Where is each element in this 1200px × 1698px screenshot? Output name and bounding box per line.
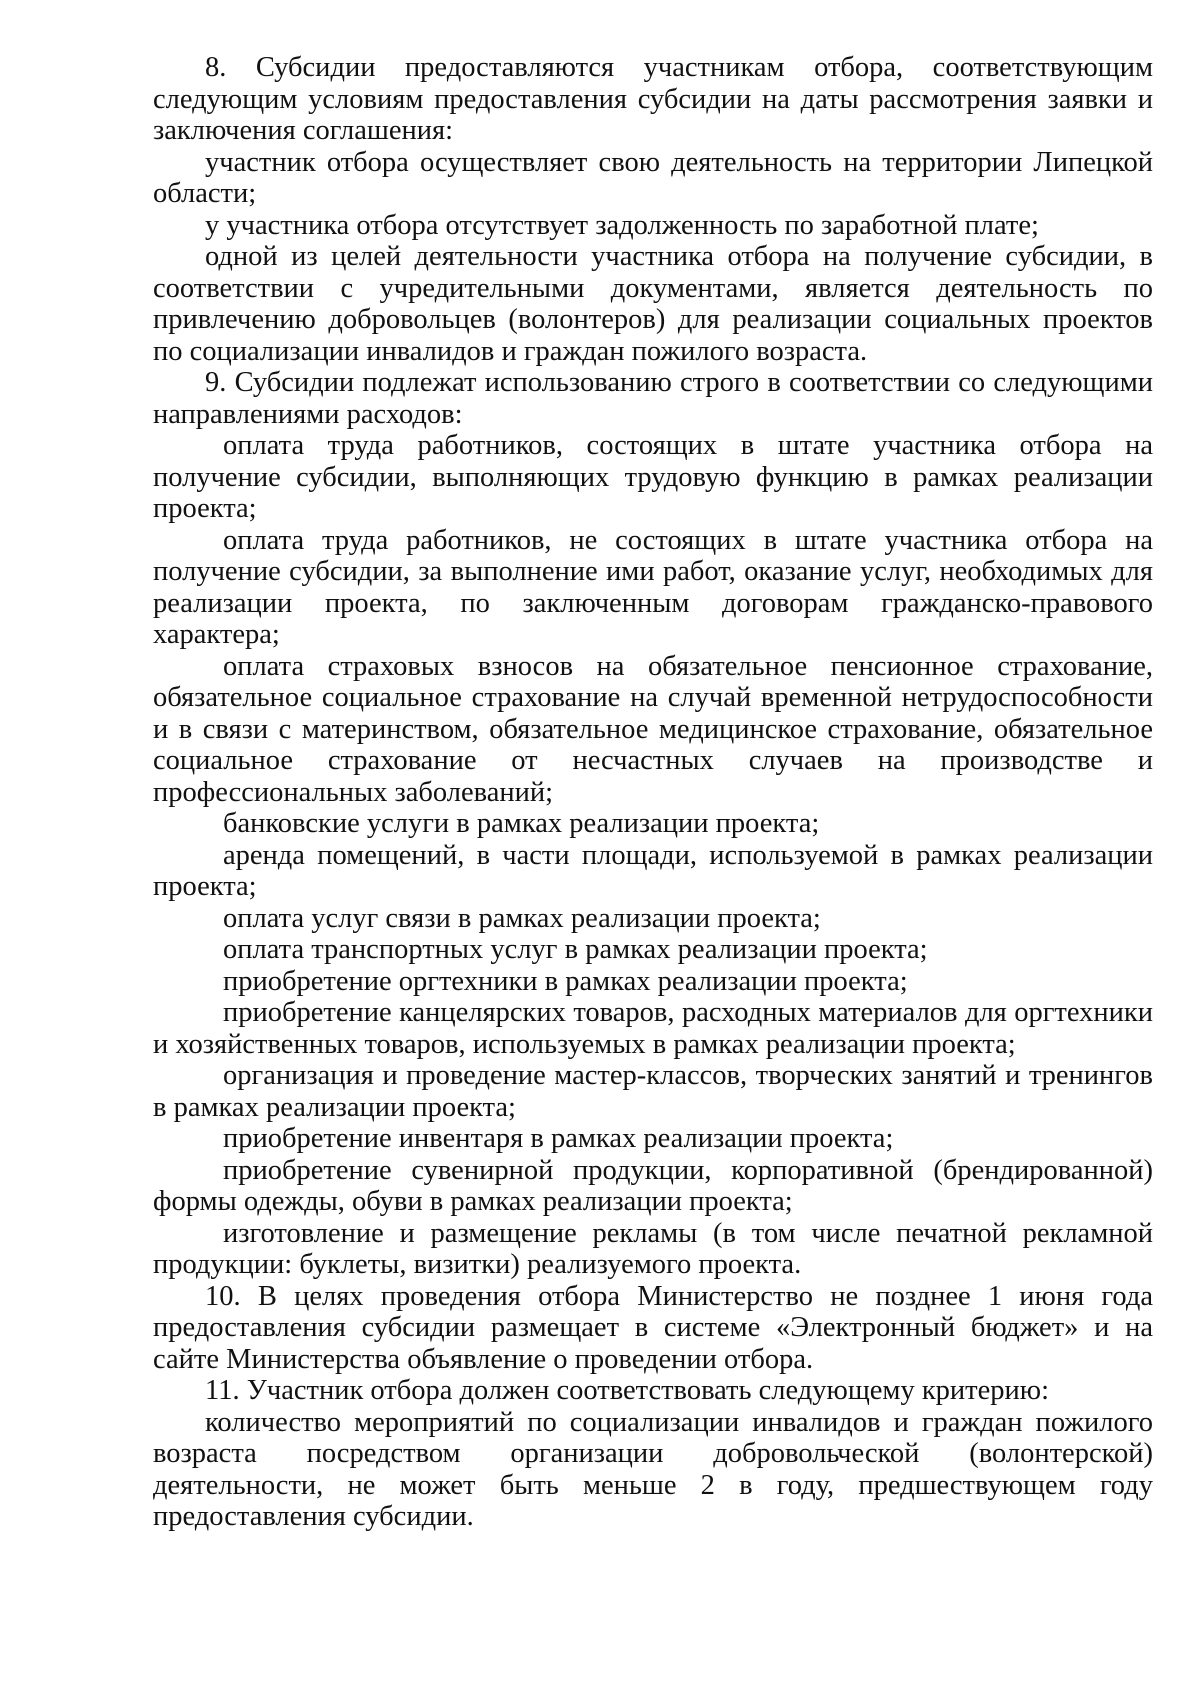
paragraph-expense-advertising: изготовление и размещение рекламы (в том числе печатной рекламной продукции: буклеты, визитки) реализуемого проекта. bbox=[153, 1217, 1153, 1280]
paragraph-expense-souvenirs: приобретение сувенирной продукции, корпоративной (брендированной) формы одежды, обуви в рамках реализации проекта; bbox=[153, 1154, 1153, 1217]
paragraph-criterion: количество мероприятий по социализации инвалидов и граждан пожилого возраста посредством организации добровольческой (волонтерской) деятельности, не может быть меньше 2 в году, предшествующем году предоставления субсидии. bbox=[153, 1406, 1153, 1532]
paragraph-8: 8. Субсидии предоставляются участникам отбора, соответствующим следующим условиям предоставления субсидии на даты рассмотрения заявки и заключения соглашения: bbox=[153, 52, 1153, 146]
paragraph-expense-supplies: приобретение канцелярских товаров, расходных материалов для оргтехники и хозяйственных товаров, используемых в рамках реализации проекта; bbox=[153, 997, 1153, 1060]
paragraph-expense-inventory: приобретение инвентаря в рамках реализации проекта; bbox=[223, 1123, 894, 1154]
paragraph-condition-goals: одной из целей деятельности участника отбора на получение субсидии, в соответствии с учредительными документами, является деятельность по привлечению добровольцев (волонтеров) для реализации социальных проектов по социализации инвалидов и граждан пожилого возраста. bbox=[153, 241, 1153, 367]
paragraph-expense-banking: банковские услуги в рамках реализации проекта; bbox=[223, 808, 820, 839]
paragraph-10: 10. В целях проведения отбора Министерство не позднее 1 июня года предоставления субсидии размещает в системе «Электронный бюджет» и на сайте Министерства объявление о проведении отбора. bbox=[153, 1280, 1153, 1375]
paragraph-expense-contract-pay: оплата труда работников, не состоящих в штате участника отбора на получение субсидии, за выполнение ими работ, оказание услуг, необходимых для реализации проекта, по заключенным договорам гражданско-правового характера; bbox=[153, 524, 1153, 650]
paragraph-expense-office-equipment: приобретение оргтехники в рамках реализации проекта; bbox=[223, 965, 908, 997]
paragraph-expense-insurance: оплата страховых взносов на обязательное пенсионное страхование, обязательное социальное страхование на случай временной нетрудоспособности и в связи с материнством, обязательное медицинское страхование, обязательное социальное страхование от несчастных случаев на производстве и профессиональных заболеваний; bbox=[153, 650, 1153, 808]
paragraph-condition-territory: участник отбора осуществляет свою деятельность на территории Липецкой области; bbox=[153, 146, 1153, 209]
paragraph-11: 11. Участник отбора должен соответствовать следующему критерию: bbox=[205, 1375, 1049, 1406]
paragraph-expense-staff-pay: оплата труда работников, состоящих в штате участника отбора на получение субсидии, выполняющих трудовую функцию в рамках реализации проекта; bbox=[153, 430, 1153, 524]
paragraph-expense-transport: оплата транспортных услуг в рамках реализации проекта; bbox=[223, 934, 928, 965]
paragraph-9: 9. Субсидии подлежат использованию строго в соответствии со следующими направлениями расходов: bbox=[153, 367, 1153, 430]
paragraph-condition-salary-debt: у участника отбора отсутствует задолженность по заработной плате; bbox=[205, 209, 1039, 241]
paragraph-expense-communication: оплата услуг связи в рамках реализации проекта; bbox=[223, 902, 821, 934]
document-page bbox=[153, 52, 1153, 1533]
paragraph-expense-rent: аренда помещений, в части площади, используемой в рамках реализации проекта; bbox=[153, 839, 1153, 902]
paragraph-expense-workshops: организация и проведение мастер-классов, творческих занятий и тренингов в рамках реализации проекта; bbox=[153, 1060, 1153, 1123]
